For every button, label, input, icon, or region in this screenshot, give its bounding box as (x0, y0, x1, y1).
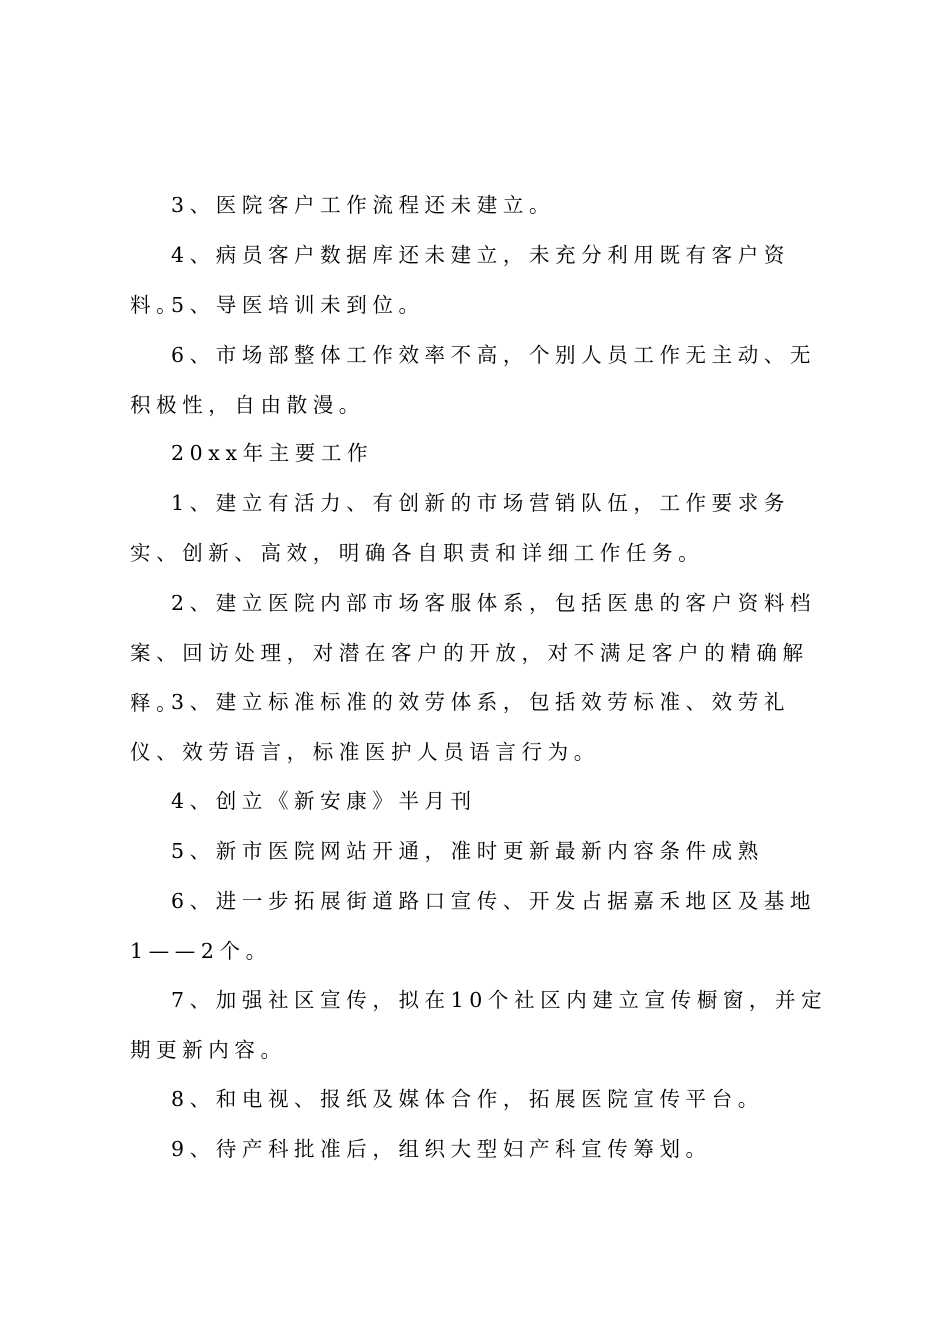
paragraph-item-4: 4、病员客户数据库还未建立，未充分利用既有客户资料。 (130, 243, 790, 317)
work-item-3: 3、建立标准标准的效劳体系，包括效劳标准、效劳礼仪、效劳语言，标准医护人员语言行为。 (130, 690, 790, 764)
work-item-8: 8、和电视、报纸及媒体合作，拓展医院宣传平台。 (171, 1087, 764, 1111)
paragraph-item-5: 5、导医培训未到位。 (171, 293, 425, 317)
work-item-6: 6、进一步拓展街道路口宣传、开发占据嘉禾地区及基地1——2个。 (130, 889, 817, 963)
work-item-7: 7、加强社区宣传，拟在10个社区内建立宣传橱窗，并定期更新内容。 (130, 988, 828, 1062)
work-item-9: 9、待产科批准后，组织大型妇产科宣传筹划。 (171, 1137, 712, 1161)
work-item-2: 2、建立医院内部市场客服体系，包括医患的客户资料档案、回访处理，对潜在客户的开放，对不满足客户的精确解释。 (130, 591, 817, 715)
work-item-1: 1、建立有活力、有创新的市场营销队伍，工作要求务实、创新、高效，明确各自职责和详细工作任务。 (130, 491, 790, 565)
work-item-4: 4、创立《新安康》半月刊 (171, 789, 477, 813)
paragraph-item-3: 3、医院客户工作流程还未建立。 (171, 193, 556, 217)
section-heading: 20xx年主要工作 (171, 441, 374, 465)
paragraph-item-6: 6、市场部整体工作效率不高，个别人员工作无主动、无积极性，自由散漫。 (130, 343, 817, 417)
work-item-5: 5、新市医院网站开通，准时更新最新内容条件成熟 (171, 839, 764, 863)
